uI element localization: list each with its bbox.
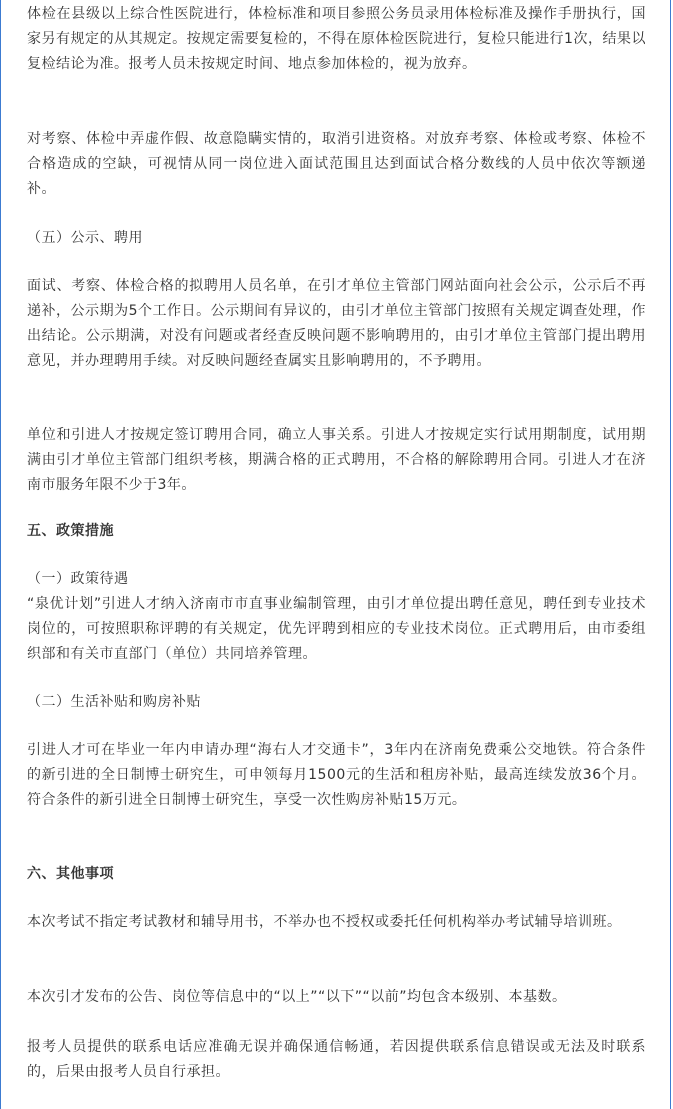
paragraph-physical-exam: 体检在县级以上综合性医院进行，体检标准和项目参照公务员录用体检标准及操作手册执行，国家另有规定的从其规定。按规定需要复检的，不得在原体检医院进行，复检只能进行1次，结果以复检结论为准。报考人员未按规定时间、地点参加体检的，视为放弃。 bbox=[27, 6, 646, 72]
subheading-subsidies: （二）生活补贴和购房补贴 bbox=[27, 694, 201, 710]
paragraph-publicity: 面试、考察、体检合格的拟聘用人员名单，在引才单位主管部门网站面向社会公示，公示后不再递补，公示期为5个工作日。公示期间有异议的，由引才单位主管部门按照有关规定调查处理，作出结论。公示期满，对没有问题或者经查反映问题不影响聘用的，由引才单位主管部门提出聘用意见，并办理聘用手续。对反映问题经查属实且影响聘用的，不予聘用。 bbox=[27, 278, 646, 369]
paragraph-definitions: 本次引才发布的公告、岗位等信息中的“以上”“以下”“以前”均包含本级别、本基数。 bbox=[27, 989, 567, 1005]
subheading-policy-treatment: （一）政策待遇 bbox=[27, 571, 129, 587]
paragraph-contact-info: 报考人员提供的联系电话应准确无误并确保通信畅通，若因提供联系信息错误或无法及时联系的，后果由报考人员自行承担。 bbox=[27, 1039, 646, 1080]
paragraph-disqualification: 对考察、体检中弄虚作假、故意隐瞒实情的，取消引进资格。对放弃考察、体检或考察、体检不合格造成的空缺，可视情从同一岗位进入面试范围且达到面试合格分数线的人员中依次等额递补。 bbox=[27, 131, 646, 197]
paragraph-policy-treatment: “泉优计划”引进人才纳入济南市市直事业编制管理，由引才单位提出聘任意见，聘任到专业技术岗位的，可按照职称评聘的有关规定，优先评聘到相应的专业技术岗位。正式聘用后，由市委组织部和有关市直部门（单位）共同培养管理。 bbox=[27, 596, 646, 662]
paragraph-subsidies: 引进人才可在毕业一年内申请办理“海右人才交通卡”，3年内在济南免费乘公交地铁。符合条件的新引进的全日制博士研究生，可申领每月1500元的生活和租房补贴，最高连续发放36个月。符合条件的新引进全日制博士研究生，享受一次性购房补贴15万元。 bbox=[27, 742, 646, 808]
subheading-publicity-hiring: （五）公示、聘用 bbox=[27, 230, 143, 246]
section-heading-policy: 五、政策措施 bbox=[27, 523, 114, 539]
paragraph-contract: 单位和引进人才按规定签订聘用合同，确立人事关系。引进人才按规定实行试用期制度，试用期满由引才单位主管部门组织考核，期满合格的正式聘用，不合格的解除聘用合同。引进人才在济南市服务年限不少于3年。 bbox=[27, 427, 646, 493]
section-heading-other: 六、其他事项 bbox=[27, 866, 114, 882]
paragraph-no-materials: 本次考试不指定考试教材和辅导用书，不举办也不授权或委托任何机构举办考试辅导培训班。 bbox=[27, 914, 622, 930]
